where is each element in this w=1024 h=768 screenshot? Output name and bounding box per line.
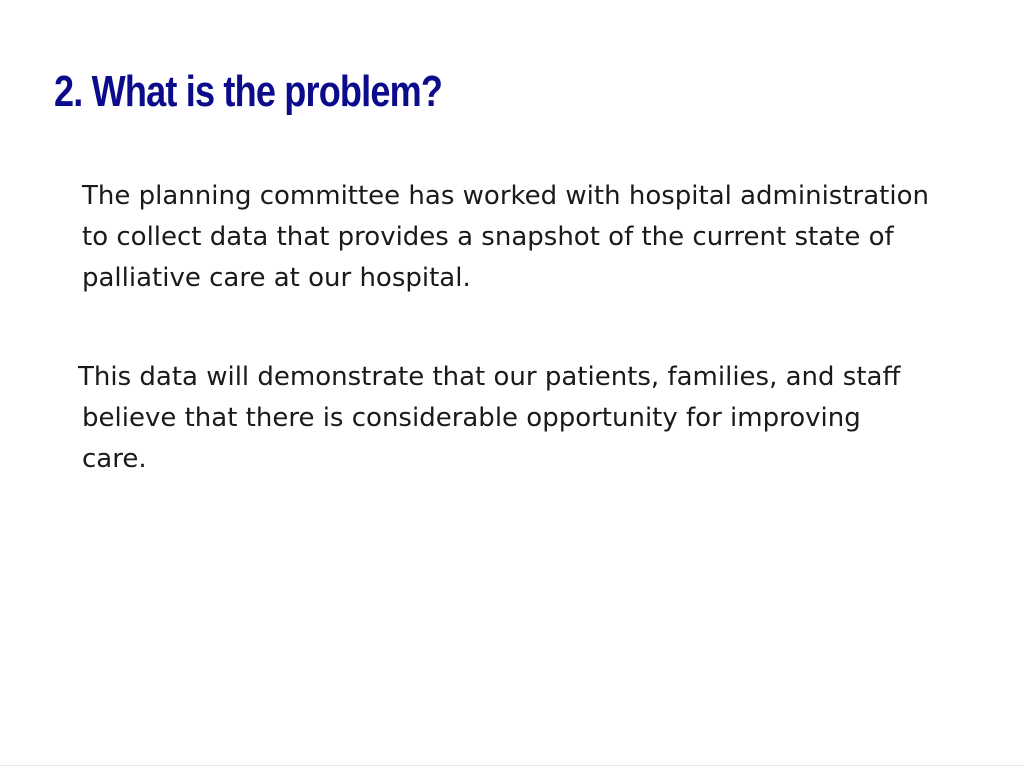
paragraph-planning-committee: The planning committee has worked with hospital administration to collect data that provides a snapshot of the current state of palliative care at our hospital. — [82, 181, 929, 293]
slide-bottom-divider — [0, 765, 1024, 766]
slide-title: 2. What is the problem? — [54, 67, 443, 116]
paragraph-data-demonstration: This data will demonstrate that our patients, families, and staff believe that there is considerable opportunity for improving care. — [78, 362, 901, 474]
